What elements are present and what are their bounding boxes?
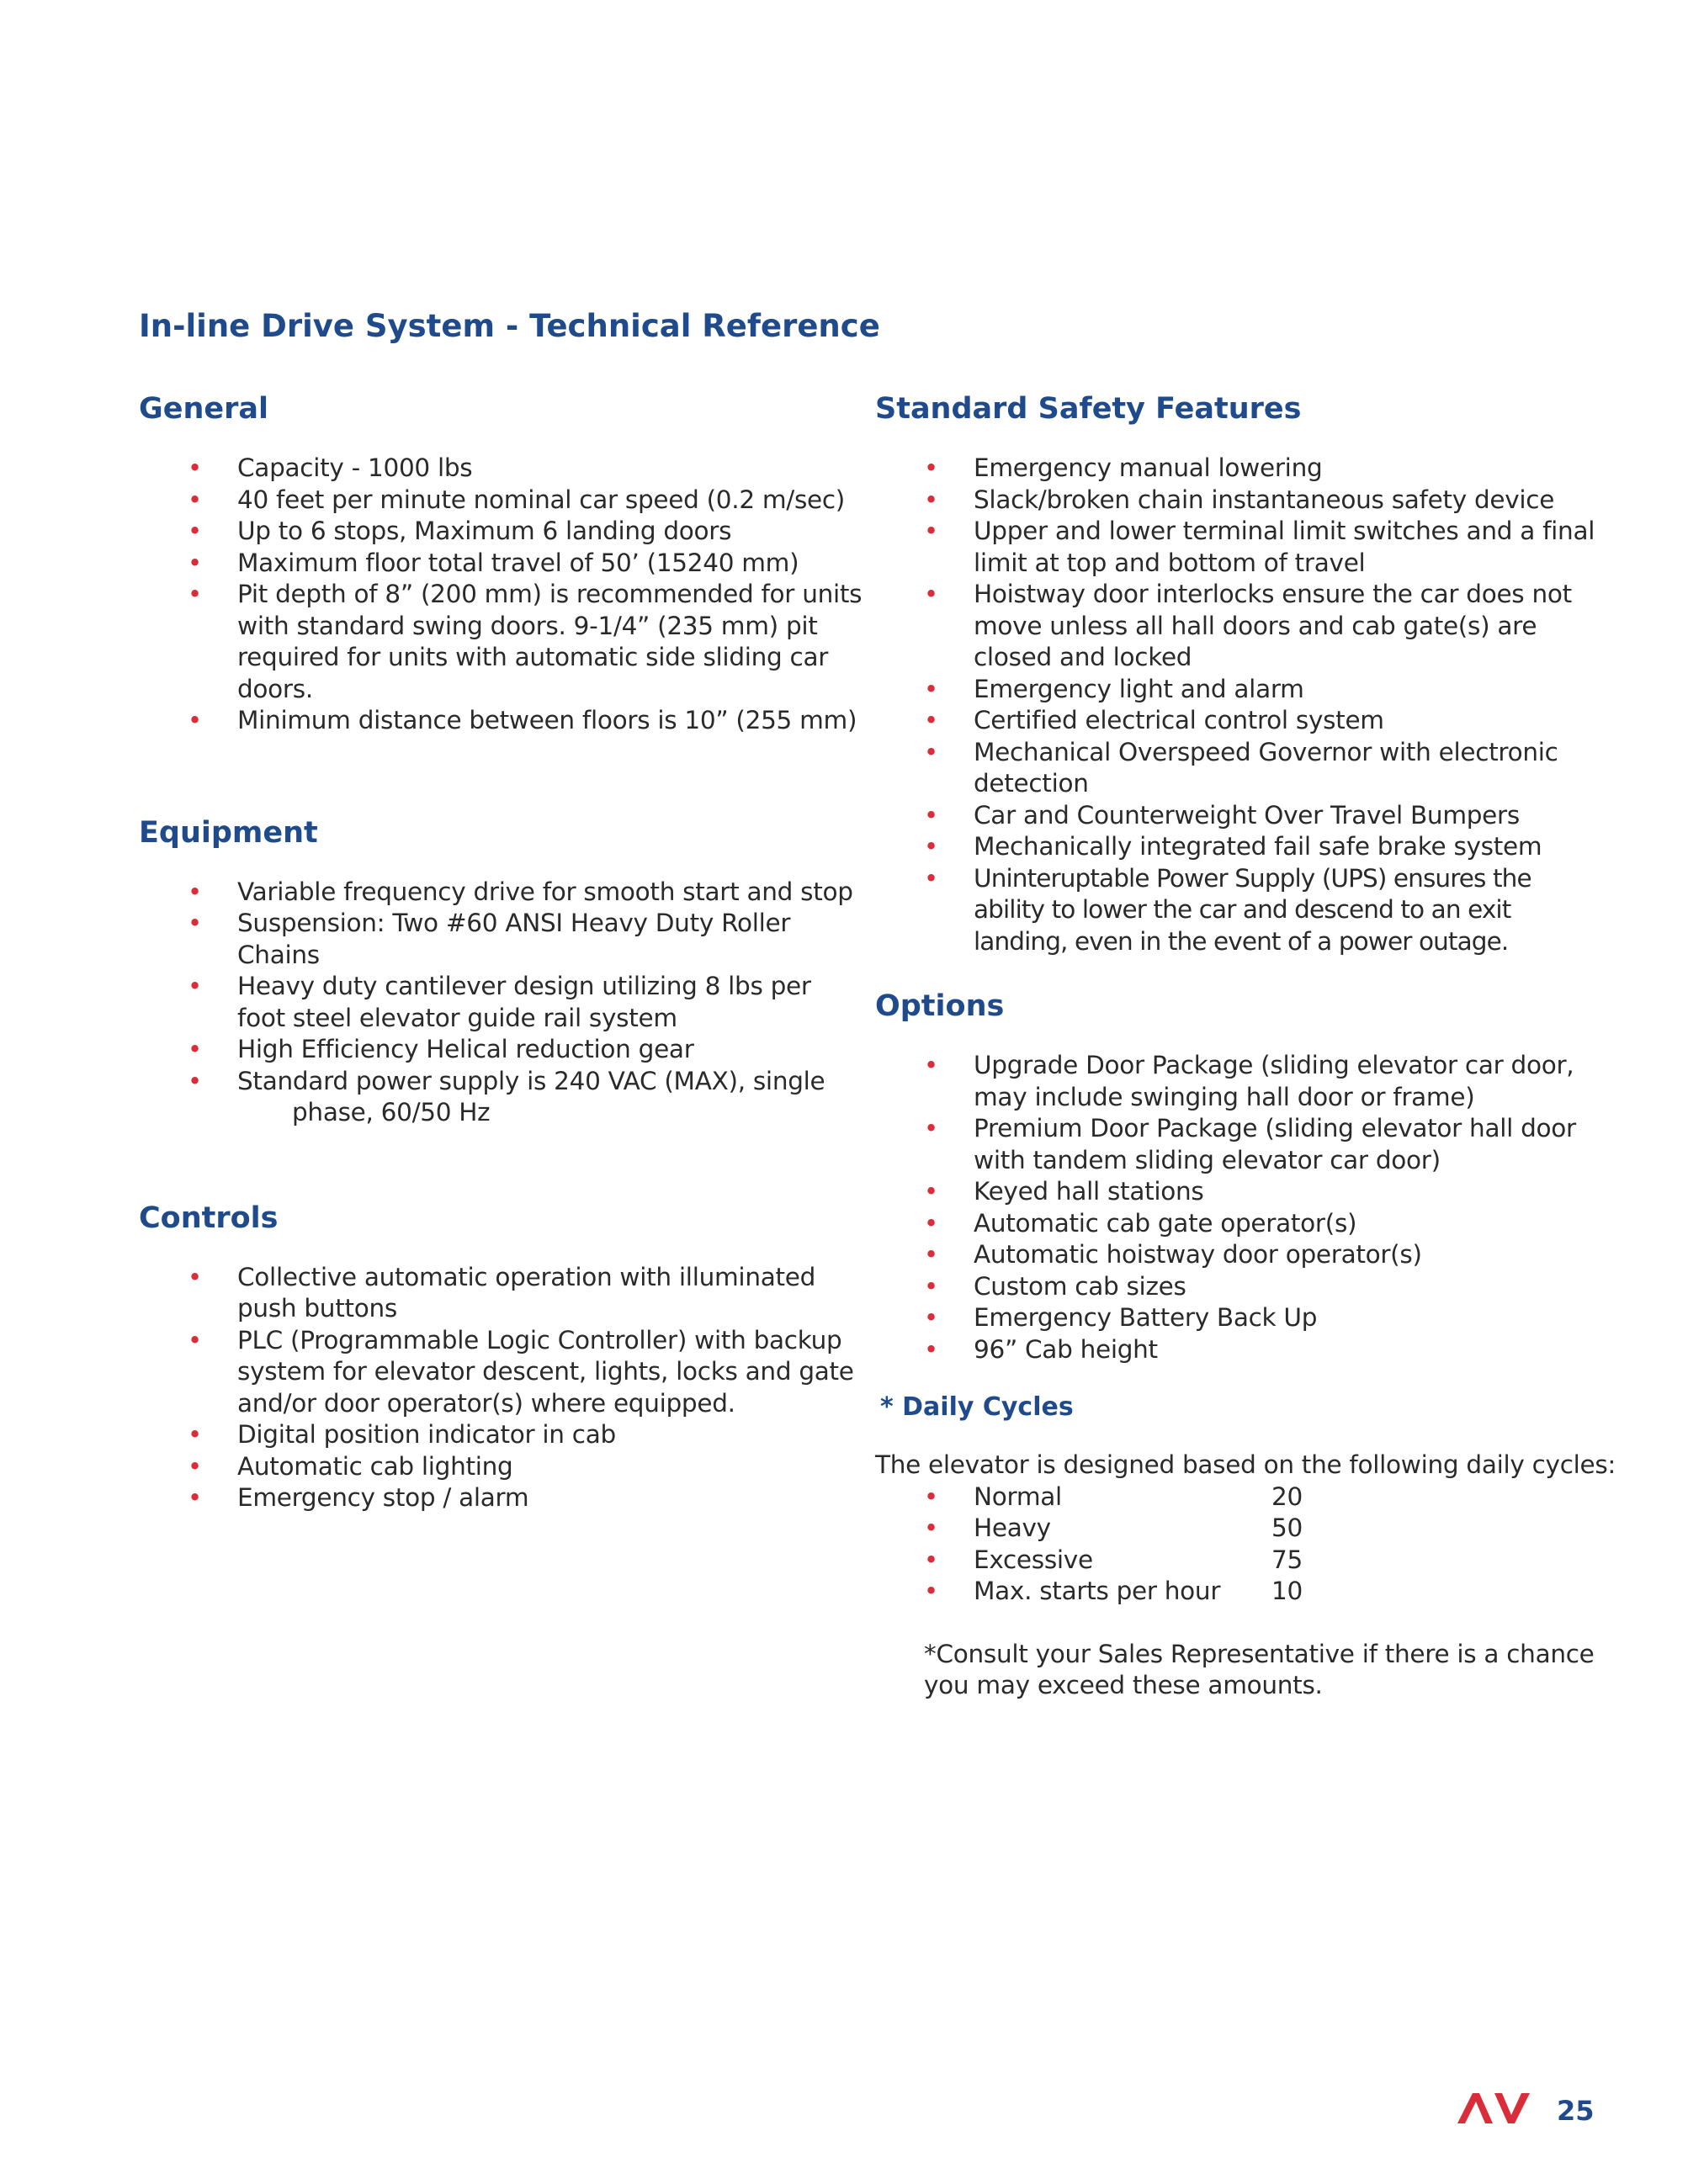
list-item: • Capacity - 1000 lbs [139, 453, 863, 485]
bullet-icon: • [188, 1066, 202, 1095]
bullet-icon: • [924, 863, 938, 893]
bullet-icon: • [924, 1545, 938, 1574]
general-list [139, 453, 863, 737]
list-item: • Automatic hoistway door operator(s) [875, 1239, 1607, 1271]
left-column [139, 389, 863, 1514]
list-item: • Keyed hall stations [875, 1176, 1607, 1208]
general-heading: General [139, 392, 268, 426]
list-item: • 40 feet per minute nominal car speed (0.2 m/sec) [139, 485, 863, 517]
controls-heading: Controls [139, 1201, 279, 1235]
bullet-icon: • [924, 1334, 938, 1364]
list-item: • Pit depth of 8” (200 mm) is recommended for units with standard swing doors. 9-1/4” (235 mm) pit required for units with automatic side sliding car doors. [188, 580, 863, 703]
list-item: • Premium Door Package (sliding elevator hall door with tandem sliding elevator car door) [924, 1114, 1576, 1174]
options-list [875, 1050, 1607, 1365]
bullet-icon: • [188, 453, 202, 482]
bullet-icon: • [924, 832, 938, 861]
table-row: • Excessive 75 [875, 1545, 1607, 1577]
bullet-icon: • [188, 1262, 202, 1291]
list-item: • Digital position indicator in cab [139, 1419, 863, 1451]
bullet-icon: • [188, 1035, 202, 1063]
right-column [875, 389, 1616, 1702]
equipment-list [139, 877, 863, 1129]
list-item: • Minimum distance between floors is 10” (255 mm) [139, 705, 863, 737]
bullet-icon: • [924, 1114, 938, 1142]
bullet-icon: • [924, 706, 938, 734]
bullet-icon: • [924, 737, 938, 766]
bullet-icon: • [924, 1240, 938, 1269]
list-item: • Emergency Battery Back Up [875, 1302, 1607, 1334]
table-row: • Heavy 50 [875, 1513, 1607, 1545]
list-item: • Maximum floor total travel of 50’ (15240 mm) [139, 548, 863, 580]
list-item: • Upper and lower terminal limit switches and a final limit at top and bottom of travel [924, 517, 1595, 577]
bullet-icon: • [924, 674, 938, 703]
bullet-icon: • [924, 485, 938, 514]
list-item: • Mechanically integrated fail safe brake system [875, 831, 1607, 863]
page-title: In-line Drive System - Technical Reference [139, 308, 880, 344]
table-row: • Normal 20 [875, 1482, 1607, 1513]
list-item: • Mechanical Overspeed Governor with electronic detection [924, 737, 1558, 798]
options-heading: Options [875, 989, 1005, 1023]
bullet-icon: • [924, 1303, 938, 1332]
bullet-icon: • [188, 909, 202, 937]
list-item: • Custom cab sizes [875, 1271, 1607, 1303]
av-logo-icon [1456, 2090, 1531, 2125]
daily-cycles-list [875, 1482, 1607, 1608]
bullet-icon: • [188, 517, 202, 545]
list-item: • Hoistway door interlocks ensure the car does not move unless all hall doors and cab gate(s) are closed and locked [924, 580, 1572, 671]
page-number: 25 [1557, 2095, 1595, 2127]
list-item: • Heavy duty cantilever design utilizing 8 lbs per foot steel elevator guide rail system [188, 972, 811, 1032]
bullet-icon: • [188, 485, 202, 514]
consult-note: *Consult your Sales Representative if there is a chance you may exceed these amounts. [924, 1639, 1595, 1699]
list-item: • Automatic cab lighting [139, 1451, 863, 1483]
list-item: • Certified electrical control system [875, 705, 1607, 737]
list-item: • Emergency manual lowering [875, 453, 1607, 485]
safety-heading: Standard Safety Features [875, 392, 1302, 426]
list-item: • High Efficiency Helical reduction gear [139, 1034, 863, 1066]
list-item: • 96” Cab height [875, 1334, 1607, 1366]
list-item: • Standard power supply is 240 VAC (MAX), single phase, 60/50 Hz [188, 1066, 825, 1126]
bullet-icon: • [924, 580, 938, 608]
list-item: • Variable frequency drive for smooth start and stop [139, 877, 863, 909]
bullet-icon: • [924, 1577, 938, 1605]
bullet-icon: • [924, 1482, 938, 1511]
bullet-icon: • [188, 877, 202, 906]
list-item: • Slack/broken chain instantaneous safety device [875, 485, 1607, 517]
bullet-icon: • [188, 972, 202, 1000]
bullet-icon: • [924, 1208, 938, 1238]
bullet-icon: • [188, 548, 202, 577]
bullet-icon: • [188, 1325, 202, 1354]
list-item: • Up to 6 stops, Maximum 6 landing doors [139, 516, 863, 548]
bullet-icon: • [188, 706, 202, 734]
controls-list [139, 1262, 863, 1514]
daily-cycles-heading: * Daily Cycles [880, 1392, 1074, 1422]
bullet-icon: • [188, 1451, 202, 1481]
list-item: • Collective automatic operation with illuminated push buttons [188, 1262, 816, 1323]
safety-list [875, 453, 1607, 957]
bullet-icon: • [188, 1483, 202, 1512]
list-item: • Emergency light and alarm [875, 674, 1607, 706]
table-row: • Max. starts per hour 10 [875, 1576, 1607, 1608]
bullet-icon: • [188, 580, 202, 608]
bullet-icon: • [924, 1177, 938, 1206]
bullet-icon: • [924, 1051, 938, 1079]
bullet-icon: • [924, 1513, 938, 1542]
list-item: • Emergency stop / alarm [139, 1482, 863, 1514]
daily-cycles-intro: The elevator is designed based on the following daily cycles: [875, 1450, 1616, 1479]
bullet-icon: • [924, 517, 938, 545]
list-item: • Automatic cab gate operator(s) [875, 1208, 1607, 1240]
list-item: • Uninteruptable Power Supply (UPS) ensures the ability to lower the car and descend to an exit landing, even in the event of a power outage. [924, 863, 1531, 956]
list-item: • Suspension: Two #60 ANSI Heavy Duty Roller Chains [188, 909, 791, 969]
bullet-icon: • [924, 800, 938, 830]
list-item: • PLC (Programmable Logic Controller) with backup system for elevator descent, lights, locks and gate and/or door operator(s) where equipped. [188, 1325, 854, 1418]
bullet-icon: • [924, 453, 938, 482]
list-item: • Upgrade Door Package (sliding elevator car door, may include swinging hall door or frame) [924, 1051, 1574, 1111]
bullet-icon: • [924, 1271, 938, 1301]
equipment-heading: Equipment [139, 815, 318, 850]
bullet-icon: • [188, 1420, 202, 1449]
list-item: • Car and Counterweight Over Travel Bumpers [875, 800, 1607, 832]
